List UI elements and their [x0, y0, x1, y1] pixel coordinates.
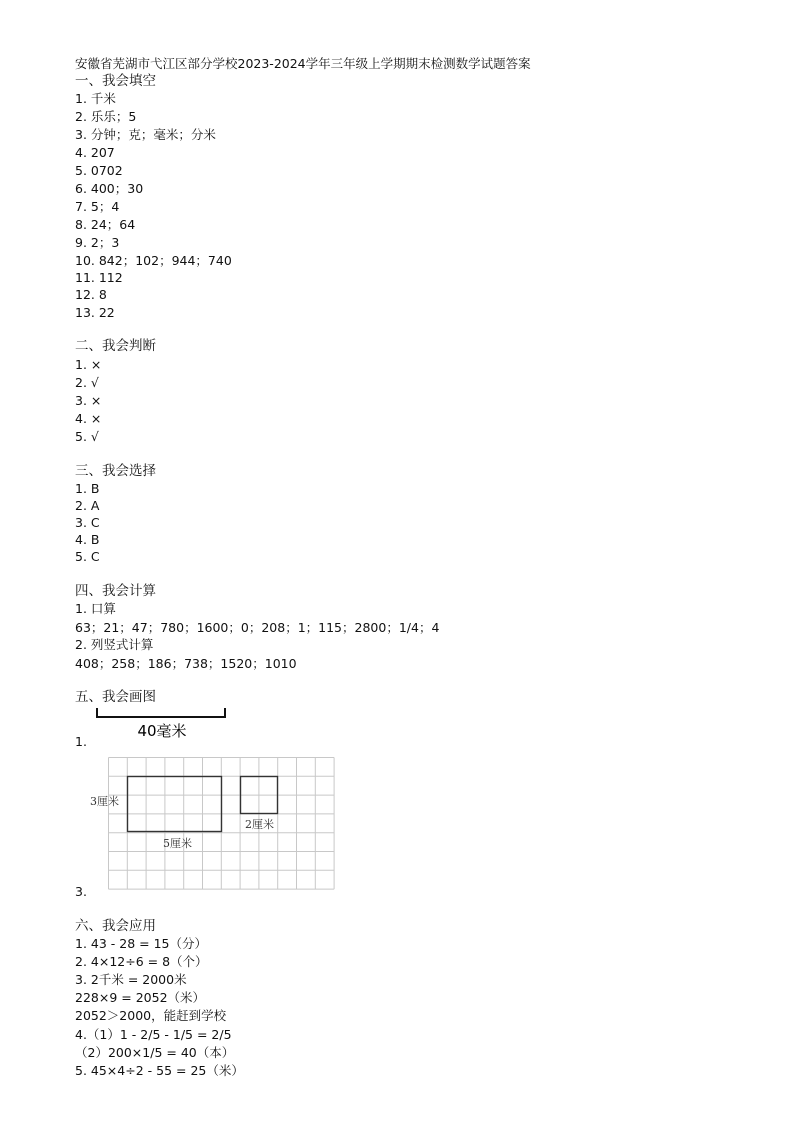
rect-height-label: 3厘米 [90, 795, 119, 808]
ruler-label: 40毫米 [137, 722, 187, 740]
answer-line: 1. 43 - 28 = 15（分） [75, 936, 207, 951]
document-title: 安徽省芜湖市弋江区部分学校2023-2024学年三年级上学期期末检测数学试题答案 [75, 56, 531, 71]
answer-line: 5. √ [75, 429, 99, 444]
rectangle-shape [128, 777, 222, 832]
answer-line: 228×9 = 2052（米） [75, 990, 206, 1005]
answer-line: 2. 列竖式计算 [75, 637, 154, 652]
answer-line: 4. B [75, 532, 100, 547]
answer-line: 1. 口算 [75, 601, 116, 616]
answer-line: 4. × [75, 411, 102, 426]
answer-line: 13. 22 [75, 305, 115, 320]
answer-line: 8. 24；64 [75, 217, 136, 232]
answer-line: 4. 207 [75, 145, 115, 160]
answer-line: （2）200×1/5 = 40（本） [75, 1045, 235, 1060]
answer-line: 5. 45×4÷2 - 55 = 25（米） [75, 1063, 244, 1078]
drawing-item-3: 3. [75, 884, 87, 899]
ruler-figure [94, 705, 234, 741]
section-2-heading: 二、我会判断 [75, 338, 156, 354]
answer-line: 7. 5；4 [75, 199, 120, 214]
section-5-heading: 五、我会画图 [75, 689, 156, 705]
answer-line: 3. 2千米 = 2000米 [75, 972, 187, 987]
answer-line: 408；258；186；738；1520；1010 [75, 656, 297, 671]
answer-line: 3. 分钟；克；毫米；分米 [75, 127, 216, 142]
answer-line: 9. 2；3 [75, 235, 120, 250]
answer-line: 3. C [75, 515, 100, 530]
answer-line: 11. 112 [75, 270, 123, 285]
answer-line: 2. 乐乐；5 [75, 109, 137, 124]
answer-line: 2. A [75, 498, 100, 513]
drawing-item-1: 1. [75, 734, 87, 749]
answer-line: 3. × [75, 393, 102, 408]
section-4-heading: 四、我会计算 [75, 583, 156, 599]
answer-line: 1. × [75, 357, 102, 372]
answer-line: 6. 400；30 [75, 181, 144, 196]
answer-line: 63；21；47；780；1600；0；208；1；115；2800；1/4；4 [75, 620, 440, 635]
section-1-heading: 一、我会填空 [75, 73, 156, 89]
answer-line: 2. √ [75, 375, 99, 390]
square-side-label: 2厘米 [245, 818, 274, 831]
answer-line: 5. 0702 [75, 163, 123, 178]
answer-line: 1. B [75, 481, 100, 496]
section-3-heading: 三、我会选择 [75, 463, 156, 479]
answer-line: 10. 842；102；944；740 [75, 253, 232, 268]
answer-line: 12. 8 [75, 287, 107, 302]
section-6-heading: 六、我会应用 [75, 918, 156, 934]
grid-figure [88, 755, 338, 895]
answer-line: 2052＞2000，能赶到学校 [75, 1008, 227, 1023]
rect-width-label: 5厘米 [163, 837, 192, 850]
answer-line: 1. 千米 [75, 91, 116, 106]
answer-line: 2. 4×12÷6 = 8（个） [75, 954, 208, 969]
answer-line: 5. C [75, 549, 100, 564]
answer-line: 4.（1）1 - 2/5 - 1/5 = 2/5 [75, 1027, 232, 1042]
